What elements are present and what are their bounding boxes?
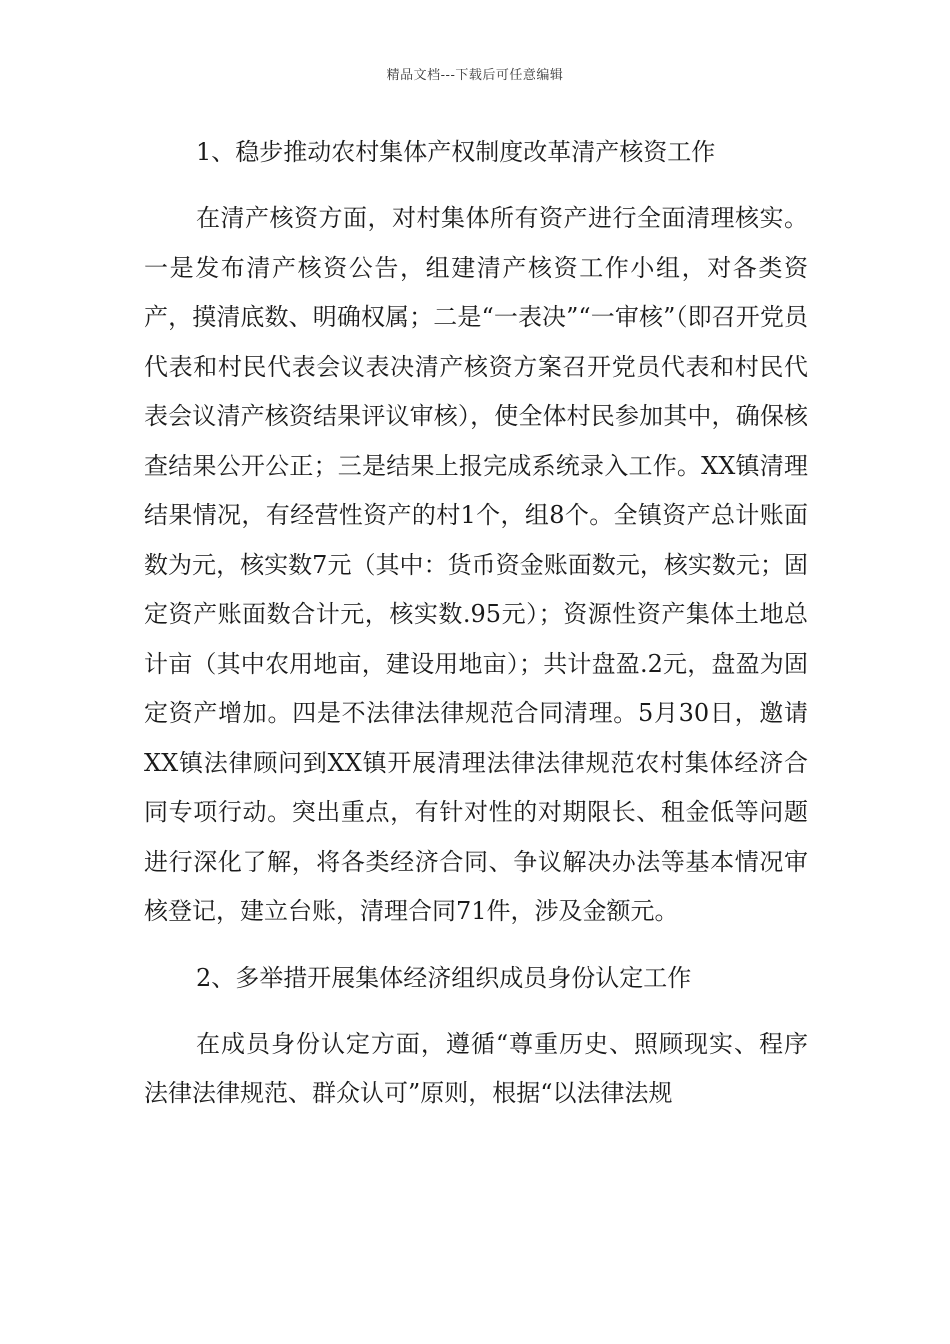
section-paragraph-1: 在清产核资方面，对村集体所有资产进行全面清理核实。一是发布清产核资公告，组建清产核资工作小组，对各类资产，摸清底数、明确权属；二是“一表决”“一审核”（即召开党员代表和村民代表会议表决清产核资方案召开党员代表和村民代表会议清产核资结果评议审核），使全体村民参加其中，确保核查结果公开公正；三是结果上报完成系统录入工作。XX镇清理结果情况，有经营性资产的村1个，组8个。全镇资产总计账面数为元，核实数7元（其中：货币资金账面数元，核实数元；固定资产账面数合计元，核实数.95元）；资源性资产集体土地总计亩（其中农用地亩，建设用地亩）；共计盘盈.2元，盘盈为固定资产增加。四是不法律法律规范合同清理。5月30日，邀请XX镇法律顾问到XX镇开展清理法律法律规范农村集体经济合同专项行动。突出重点，有针对性的对期限长、租金低等问题进行深化了解，将各类经济合同、争议解决办法等基本情况审核登记，建立台账，清理合同71件，涉及金额元。 (144, 204, 808, 925)
section-heading-1: 1、稳步推动农村集体产权制度改革清产核资工作 (196, 138, 716, 166)
section-paragraph-2: 在成员身份认定方面，遵循“尊重历史、照顾现实、程序法律法律规范、群众认可”原则，根据“以法律法规 (144, 1029, 808, 1107)
section-heading-2: 2、多举措开展集体经济组织成员身份认定工作 (196, 963, 692, 992)
page-header: 精品文档---下载后可任意编辑 (386, 68, 564, 83)
document-body (144, 128, 808, 1119)
